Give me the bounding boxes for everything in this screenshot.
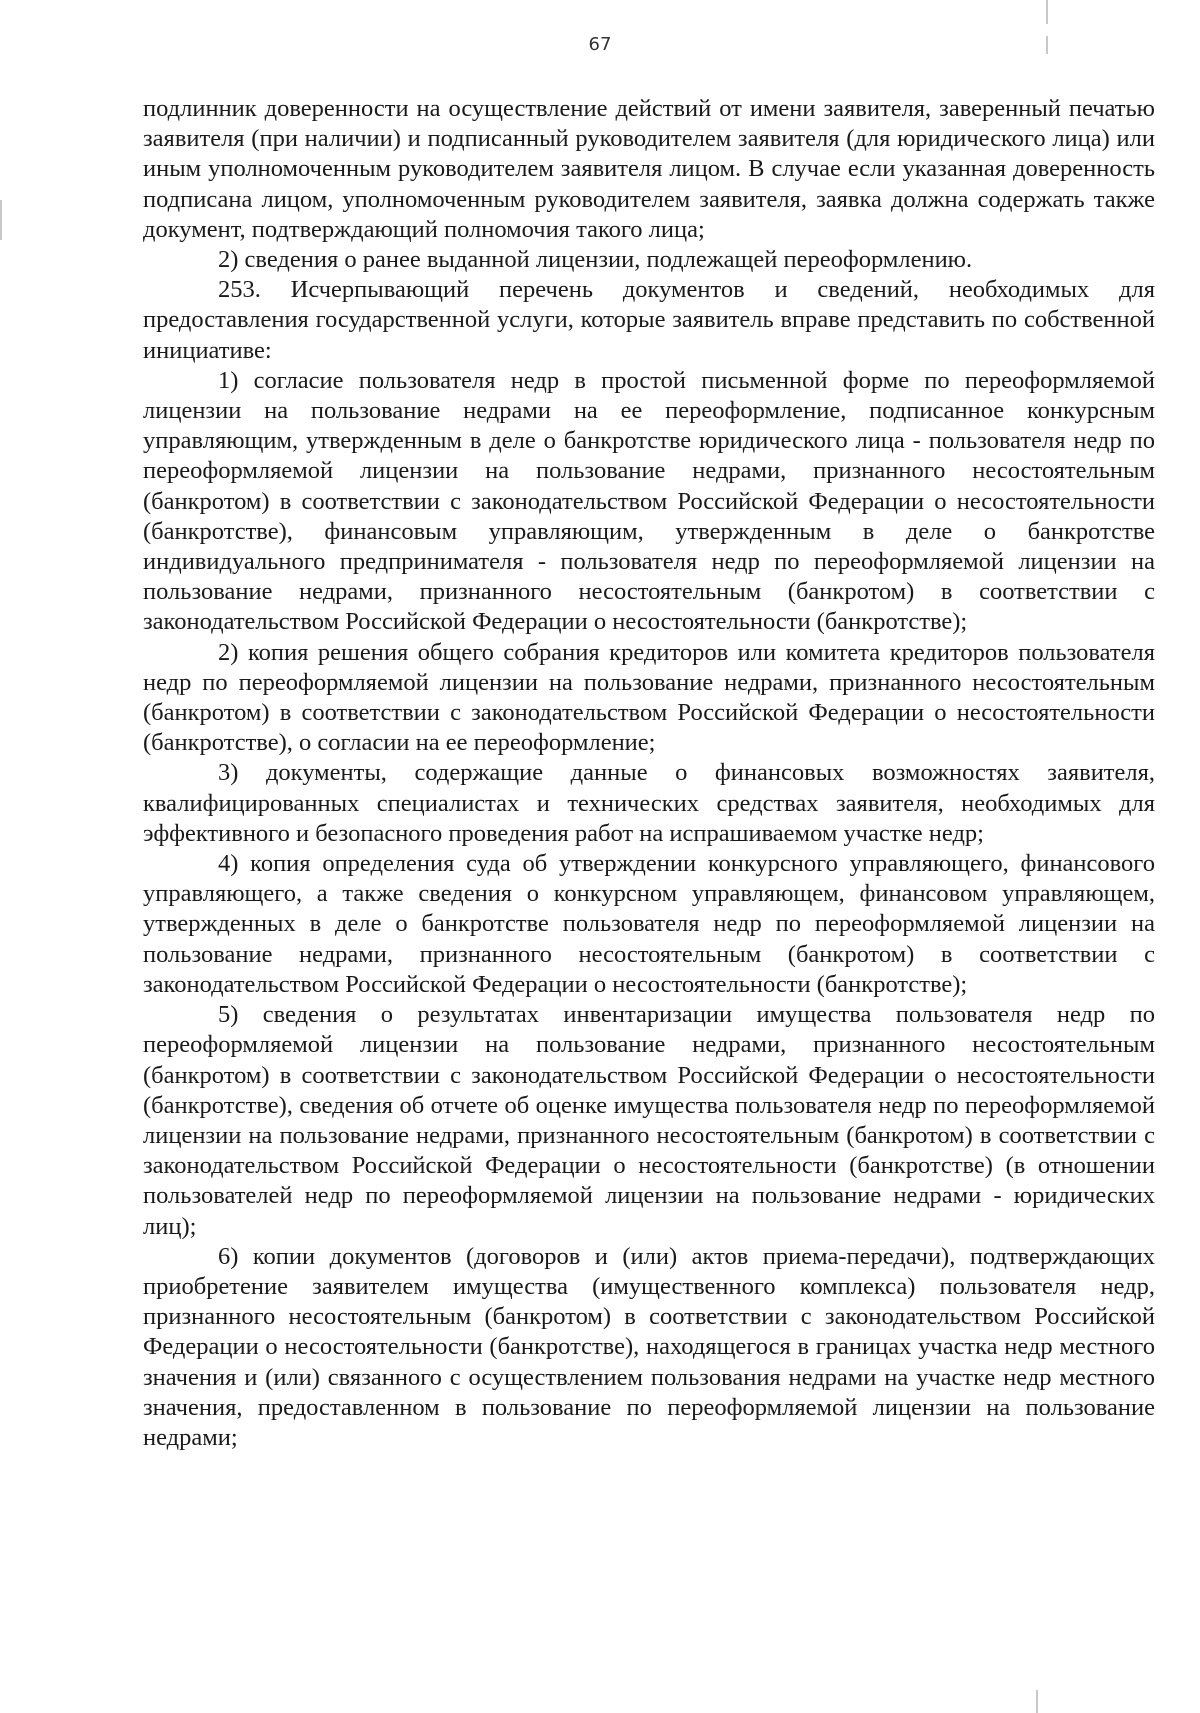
- scan-edge-mark: [0, 200, 2, 240]
- scan-edge-mark: [1036, 1690, 1038, 1713]
- list-item: 4) копия определения суда об утверждении конкурсного управляющего, финансового управляющего, а также сведения о конкурсном управляющем, финансовом управляющем, утвержденных в деле о банкротстве пользователя недр по переоформляемой лицензии на пользование недрами, признанного несостоятельным (банкротом) в соответствии с законодательством Российской Федерации о несостоятельности (банкротстве);: [143, 850, 1155, 998]
- paragraph: 253. Исчерпывающий перечень документов и сведений, необходимых для предоставления государственной услуги, которые заявитель вправе представить по собственной инициативе:: [143, 276, 1155, 364]
- page-number: 67: [588, 34, 612, 55]
- list-item: 6) копии документов (договоров и (или) актов приема-передачи), подтверждающих приобретение заявителем имущества (имущественного комплекса) пользователя недр, признанного несостоятельным (банкротом) в соответствии с законодательством Российской Федерации о несостоятельности (банкротстве), находящегося в границах участка недр местного значения и (или) связанного с осуществлением пользования недрами на участке недр местного значения, предоставленном в пользование по переоформляемой лицензии на пользование недрами;: [143, 1242, 1155, 1451]
- paragraph: подлинник доверенности на осуществление действий от имени заявителя, заверенный печатью заявителя (при наличии) и подписанный руководителем заявителя (для юридического лица) или иным уполномоченным руководителем заявителя лицом. В случае если указанная доверенность подписана лицом, уполномоченным руководителем заявителя, заявка должна содержать также документ, подтверждающий полномочия такого лица;: [143, 95, 1155, 243]
- paragraph: 2) сведения о ранее выданной лицензии, подлежащей переоформлению.: [218, 246, 973, 274]
- list-item: 5) сведения о результатах инвентаризации имущества пользователя недр по переоформляемой лицензии на пользование недрами, признанного несостоятельным (банкротом) в соответствии с законодательством Российской Федерации о несостоятельности (банкротстве), сведения об отчете об оценке имущества пользователя недр по переоформляемой лицензии на пользование недрами, признанного несостоятельным (банкротом) в соответствии с законодательством Российской Федерации о несостоятельности (банкротстве) (в отношении пользователей недр по переоформляемой лицензии на пользование недрами - юридических лиц);: [143, 1001, 1155, 1240]
- document-body: [143, 94, 1155, 1453]
- list-item: 1) согласие пользователя недр в простой письменной форме по переоформляемой лицензии на пользование недрами на ее переоформление, подписанное конкурсным управляющим, утвержденным в деле о банкротстве юридического лица - пользователя недр по переоформляемой лицензии на пользование недрами, признанного несостоятельным (банкротом) в соответствии с законодательством Российской Федерации о несостоятельности (банкротстве), финансовым управляющим, утвержденным в деле о банкротстве индивидуального предпринимателя - пользователя недр по переоформляемой лицензии на пользование недрами, признанного несостоятельным (банкротом) в соответствии с законодательством Российской Федерации о несостоятельности (банкротстве);: [143, 366, 1155, 636]
- list-item: 2) копия решения общего собрания кредиторов или комитета кредиторов пользователя недр по переоформляемой лицензии на пользование недрами, признанного несостоятельным (банкротом) в соответствии с законодательством Российской Федерации о несостоятельности (банкротстве), о согласии на ее переоформление;: [143, 638, 1155, 757]
- scan-edge-mark: [1046, 0, 1048, 24]
- list-item: 3) документы, содержащие данные о финансовых возможностях заявителя, квалифицированных специалистах и технических средствах заявителя, необходимых для эффективного и безопасного проведения работ на испрашиваемом участке недр;: [143, 759, 1155, 847]
